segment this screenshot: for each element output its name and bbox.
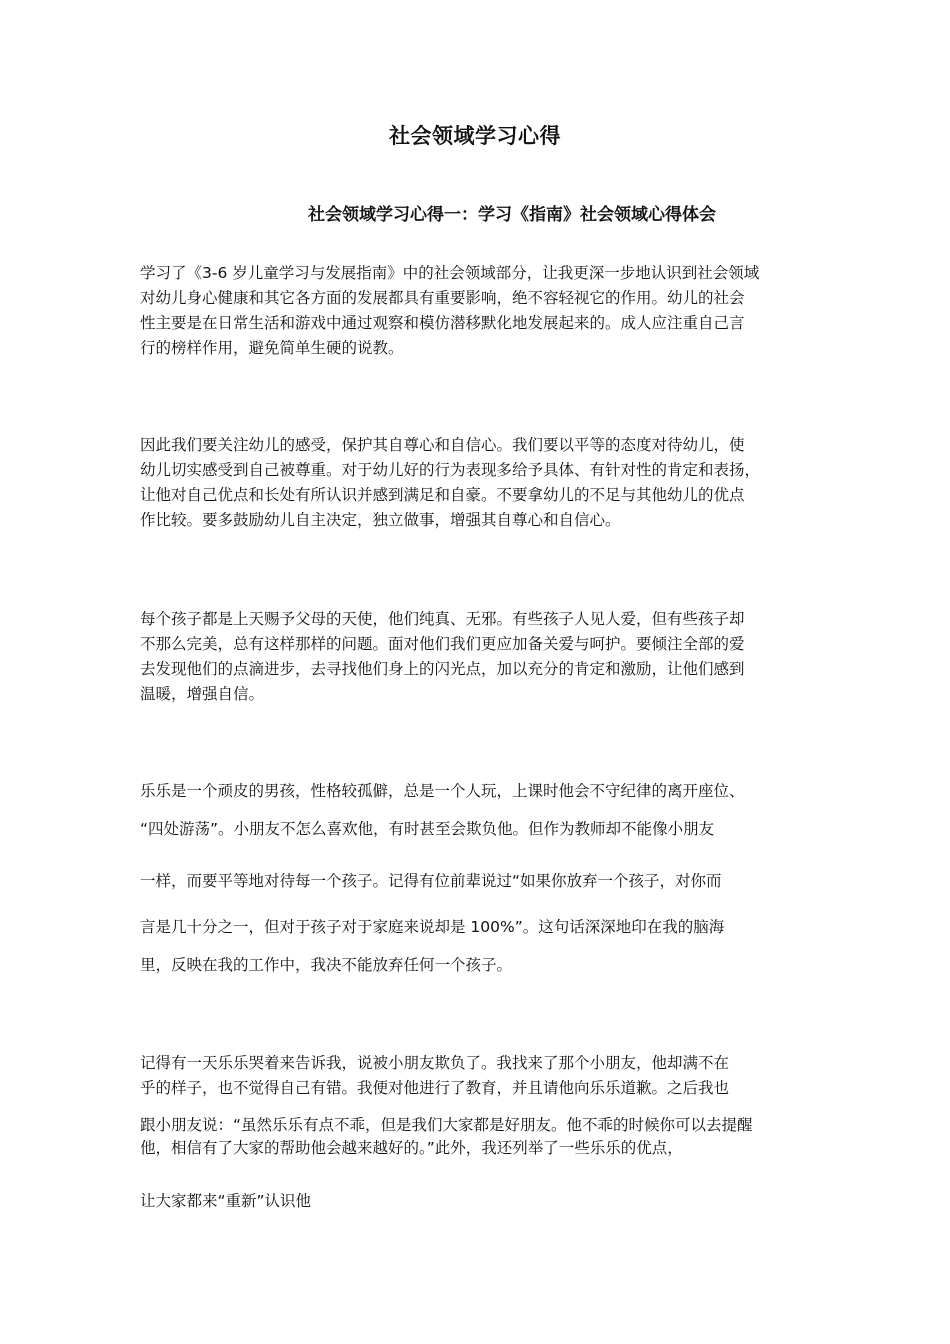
- paragraph-line: 学习了《3-6 岁儿童学习与发展指南》中的社会领域部分，让我更深一步地认识到社会领域: [140, 264, 760, 282]
- paragraph-line: 让大家都来“重新”认识他: [140, 1192, 312, 1210]
- paragraph-line: 不那么完美，总有这样那样的问题。面对他们我们更应加备关爱与呵护。要倾注全部的爱: [140, 635, 745, 653]
- section-title: 社会领域学习心得一：学习《指南》社会领域心得体会: [308, 205, 716, 225]
- paragraph-line: 跟小朋友说：“虽然乐乐有点不乖，但是我们大家都是好朋友。他不乖的时候你可以去提醒: [140, 1116, 753, 1134]
- paragraph-line: 让他对自己优点和长处有所认识并感到满足和自豪。不要拿幼儿的不足与其他幼儿的优点: [140, 486, 745, 504]
- page-title: 社会领域学习心得: [389, 124, 561, 148]
- paragraph-line: 里，反映在我的工作中，我决不能放弃任何一个孩子。: [140, 956, 513, 974]
- paragraph-line: 因此我们要关注幼儿的感受，保护其自尊心和自信心。我们要以平等的态度对待幼儿，使: [140, 436, 745, 454]
- paragraph-line: 幼儿切实感受到自己被尊重。对于幼儿好的行为表现多给予具体、有针对性的肯定和表扬，: [140, 461, 761, 479]
- paragraph-line: 性主要是在日常生活和游戏中通过观察和模仿潜移默化地发展起来的。成人应注重自己言: [140, 314, 745, 332]
- paragraph-line: 作比较。要多鼓励幼儿自主决定，独立做事，增强其自尊心和自信心。: [140, 511, 621, 529]
- paragraph-line: “四处游荡”。小朋友不怎么喜欢他，有时甚至会欺负他。但作为教师却不能像小朋友: [140, 820, 715, 838]
- paragraph-line: 记得有一天乐乐哭着来告诉我，说被小朋友欺负了。我找来了那个小朋友，他却满不在: [140, 1054, 730, 1072]
- paragraph-line: 他，相信有了大家的帮助他会越来越好的。”此外，我还列举了一些乐乐的优点，: [140, 1139, 683, 1157]
- paragraph-line: 一样，而要平等地对待每一个孩子。记得有位前辈说过“如果你放弃一个孩子，对你而: [140, 872, 722, 890]
- paragraph-line: 每个孩子都是上天赐予父母的天使，他们纯真、无邪。有些孩子人见人爱，但有些孩子却: [140, 610, 745, 628]
- paragraph-line: 乎的样子，也不觉得自己有错。我便对他进行了教育，并且请他向乐乐道歉。之后我也: [140, 1079, 730, 1097]
- paragraph-line: 乐乐是一个顽皮的男孩，性格较孤僻，总是一个人玩，上课时他会不守纪律的离开座位、: [140, 782, 745, 800]
- paragraph-line: 温暖，增强自信。: [140, 685, 265, 703]
- paragraph-line: 言是几十分之一，但对于孩子对于家庭来说却是 100%”。这句话深深地印在我的脑海: [140, 918, 725, 936]
- paragraph-line: 行的榜样作用，避免简单生硬的说教。: [140, 339, 404, 357]
- paragraph-line: 去发现他们的点滴进步，去寻找他们身上的闪光点，加以充分的肯定和激励，让他们感到: [140, 660, 745, 678]
- paragraph-line: 对幼儿身心健康和其它各方面的发展都具有重要影响，绝不容轻视它的作用。幼儿的社会: [140, 289, 745, 307]
